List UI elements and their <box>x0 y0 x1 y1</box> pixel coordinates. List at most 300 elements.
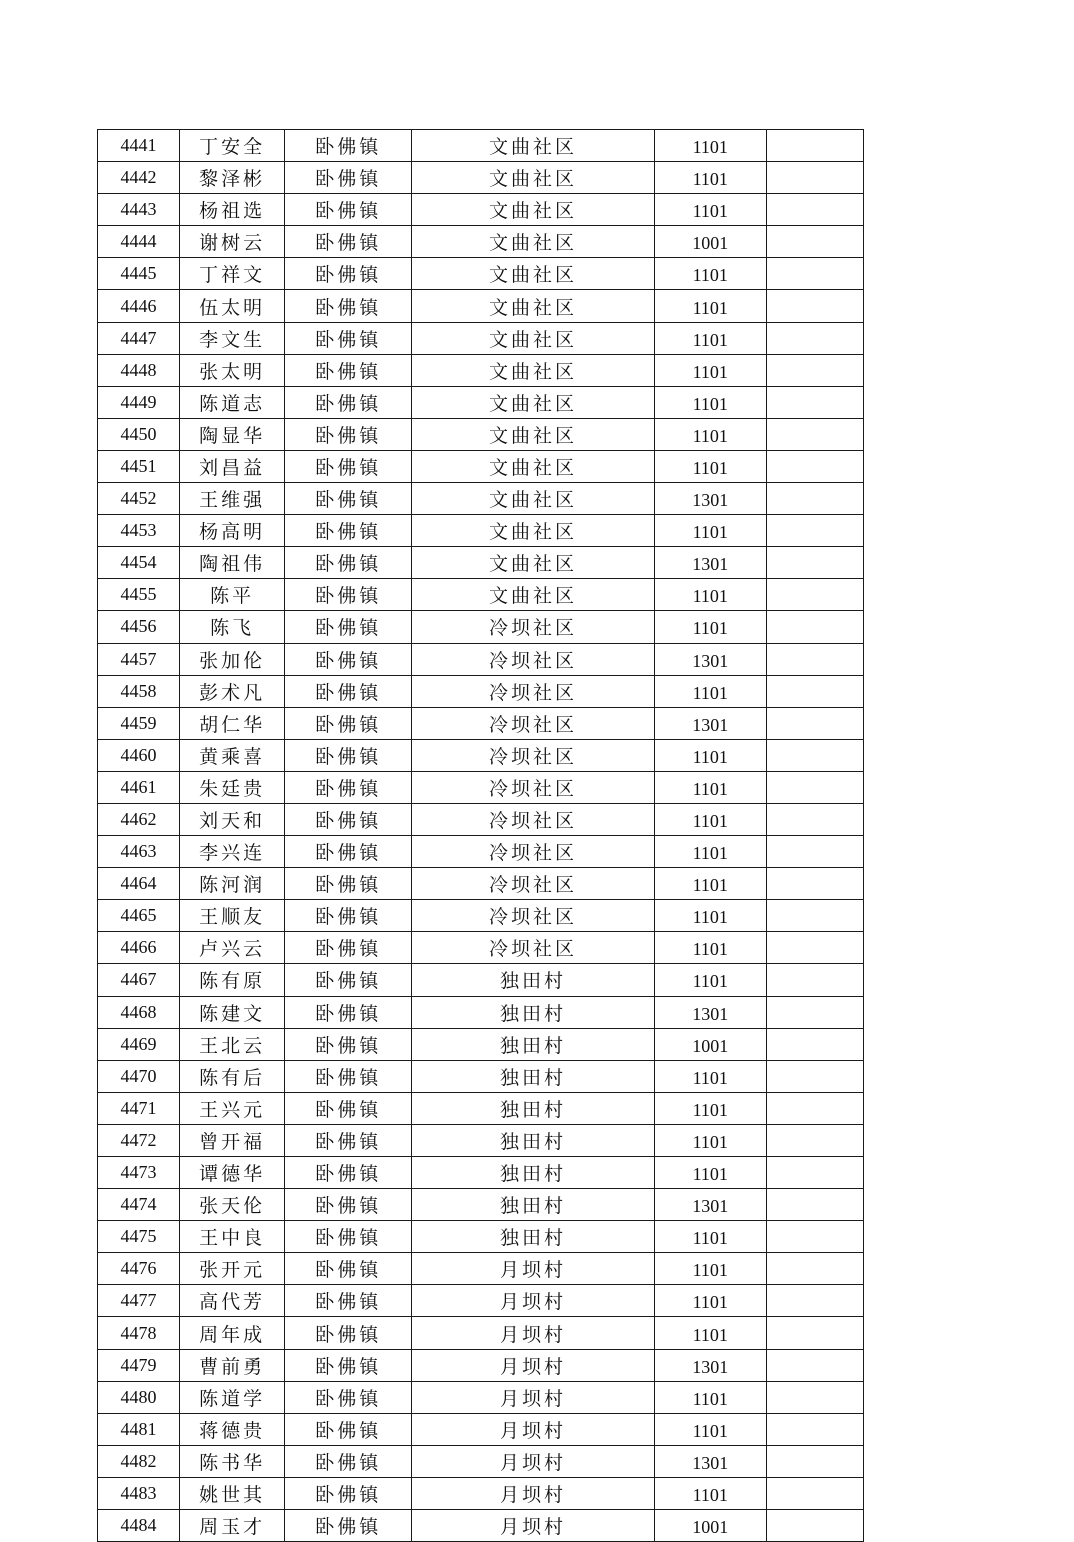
town-cell: 卧佛镇 <box>285 450 412 482</box>
town-cell: 卧佛镇 <box>285 1477 412 1509</box>
row-number-cell: 4455 <box>98 579 180 611</box>
town-cell: 卧佛镇 <box>285 515 412 547</box>
person-name-cell: 朱廷贵 <box>180 771 285 803</box>
remark-cell <box>766 1028 863 1060</box>
table-row <box>98 547 864 579</box>
row-number-cell: 4472 <box>98 1124 180 1156</box>
row-number-cell: 4476 <box>98 1253 180 1285</box>
person-name-cell: 蒋德贵 <box>180 1413 285 1445</box>
town-cell: 卧佛镇 <box>285 1317 412 1349</box>
village-cell: 文曲社区 <box>412 483 654 515</box>
town-cell: 卧佛镇 <box>285 1221 412 1253</box>
code-cell: 1301 <box>654 483 766 515</box>
town-cell: 卧佛镇 <box>285 675 412 707</box>
roster-table-body <box>98 130 864 1542</box>
remark-cell <box>766 1413 863 1445</box>
person-name-cell: 陈飞 <box>180 611 285 643</box>
remark-cell <box>766 771 863 803</box>
table-row <box>98 226 864 258</box>
person-name-cell: 卢兴云 <box>180 932 285 964</box>
village-cell: 独田村 <box>412 1189 654 1221</box>
person-name-cell: 杨高明 <box>180 515 285 547</box>
person-name-cell: 张太明 <box>180 354 285 386</box>
table-row <box>98 1285 864 1317</box>
village-cell: 月坝村 <box>412 1285 654 1317</box>
code-cell: 1101 <box>654 354 766 386</box>
town-cell: 卧佛镇 <box>285 194 412 226</box>
person-name-cell: 陈书华 <box>180 1445 285 1477</box>
remark-cell <box>766 1285 863 1317</box>
remark-cell <box>766 290 863 322</box>
table-row <box>98 483 864 515</box>
town-cell: 卧佛镇 <box>285 803 412 835</box>
table-row <box>98 130 864 162</box>
row-number-cell: 4461 <box>98 771 180 803</box>
person-name-cell: 丁安全 <box>180 130 285 162</box>
village-cell: 文曲社区 <box>412 450 654 482</box>
row-number-cell: 4483 <box>98 1477 180 1509</box>
village-cell: 独田村 <box>412 996 654 1028</box>
row-number-cell: 4444 <box>98 226 180 258</box>
table-row <box>98 996 864 1028</box>
row-number-cell: 4474 <box>98 1189 180 1221</box>
village-cell: 月坝村 <box>412 1510 654 1542</box>
town-cell: 卧佛镇 <box>285 643 412 675</box>
person-name-cell: 王北云 <box>180 1028 285 1060</box>
town-cell: 卧佛镇 <box>285 739 412 771</box>
person-name-cell: 李兴连 <box>180 836 285 868</box>
code-cell: 1101 <box>654 868 766 900</box>
village-cell: 文曲社区 <box>412 162 654 194</box>
roster-table <box>97 129 864 1542</box>
person-name-cell: 陶祖伟 <box>180 547 285 579</box>
remark-cell <box>766 1157 863 1189</box>
row-number-cell: 4451 <box>98 450 180 482</box>
remark-cell <box>766 707 863 739</box>
code-cell: 1101 <box>654 130 766 162</box>
code-cell: 1101 <box>654 1477 766 1509</box>
table-row <box>98 1510 864 1542</box>
person-name-cell: 丁祥文 <box>180 258 285 290</box>
code-cell: 1101 <box>654 932 766 964</box>
remark-cell <box>766 836 863 868</box>
code-cell: 1101 <box>654 162 766 194</box>
town-cell: 卧佛镇 <box>285 547 412 579</box>
code-cell: 1101 <box>654 611 766 643</box>
table-row <box>98 643 864 675</box>
row-number-cell: 4484 <box>98 1510 180 1542</box>
code-cell: 1301 <box>654 707 766 739</box>
person-name-cell: 刘昌益 <box>180 450 285 482</box>
remark-cell <box>766 130 863 162</box>
remark-cell <box>766 1060 863 1092</box>
code-cell: 1001 <box>654 1028 766 1060</box>
table-row <box>98 1124 864 1156</box>
row-number-cell: 4482 <box>98 1445 180 1477</box>
code-cell: 1101 <box>654 836 766 868</box>
village-cell: 独田村 <box>412 1092 654 1124</box>
town-cell: 卧佛镇 <box>285 836 412 868</box>
code-cell: 1101 <box>654 964 766 996</box>
remark-cell <box>766 900 863 932</box>
village-cell: 冷坝社区 <box>412 771 654 803</box>
code-cell: 1101 <box>654 1253 766 1285</box>
remark-cell <box>766 354 863 386</box>
row-number-cell: 4452 <box>98 483 180 515</box>
remark-cell <box>766 1189 863 1221</box>
row-number-cell: 4468 <box>98 996 180 1028</box>
village-cell: 冷坝社区 <box>412 803 654 835</box>
person-name-cell: 陈道学 <box>180 1381 285 1413</box>
table-row <box>98 1445 864 1477</box>
remark-cell <box>766 450 863 482</box>
person-name-cell: 王维强 <box>180 483 285 515</box>
table-row <box>98 354 864 386</box>
code-cell: 1101 <box>654 194 766 226</box>
row-number-cell: 4447 <box>98 322 180 354</box>
code-cell: 1101 <box>654 803 766 835</box>
remark-cell <box>766 611 863 643</box>
row-number-cell: 4449 <box>98 386 180 418</box>
town-cell: 卧佛镇 <box>285 1510 412 1542</box>
table-row <box>98 386 864 418</box>
remark-cell <box>766 194 863 226</box>
person-name-cell: 谭德华 <box>180 1157 285 1189</box>
village-cell: 文曲社区 <box>412 579 654 611</box>
code-cell: 1101 <box>654 1060 766 1092</box>
town-cell: 卧佛镇 <box>285 1349 412 1381</box>
table-row <box>98 162 864 194</box>
town-cell: 卧佛镇 <box>285 611 412 643</box>
code-cell: 1301 <box>654 643 766 675</box>
village-cell: 文曲社区 <box>412 258 654 290</box>
village-cell: 月坝村 <box>412 1253 654 1285</box>
person-name-cell: 王顺友 <box>180 900 285 932</box>
code-cell: 1101 <box>654 322 766 354</box>
remark-cell <box>766 1253 863 1285</box>
code-cell: 1101 <box>654 290 766 322</box>
code-cell: 1101 <box>654 386 766 418</box>
village-cell: 独田村 <box>412 1124 654 1156</box>
village-cell: 独田村 <box>412 1157 654 1189</box>
person-name-cell: 刘天和 <box>180 803 285 835</box>
row-number-cell: 4465 <box>98 900 180 932</box>
town-cell: 卧佛镇 <box>285 1445 412 1477</box>
person-name-cell: 王中良 <box>180 1221 285 1253</box>
village-cell: 冷坝社区 <box>412 900 654 932</box>
row-number-cell: 4441 <box>98 130 180 162</box>
table-row <box>98 1028 864 1060</box>
remark-cell <box>766 1445 863 1477</box>
town-cell: 卧佛镇 <box>285 290 412 322</box>
remark-cell <box>766 868 863 900</box>
table-row <box>98 1092 864 1124</box>
town-cell: 卧佛镇 <box>285 418 412 450</box>
town-cell: 卧佛镇 <box>285 771 412 803</box>
person-name-cell: 谢树云 <box>180 226 285 258</box>
remark-cell <box>766 675 863 707</box>
remark-cell <box>766 1092 863 1124</box>
table-row <box>98 964 864 996</box>
row-number-cell: 4443 <box>98 194 180 226</box>
remark-cell <box>766 1510 863 1542</box>
row-number-cell: 4457 <box>98 643 180 675</box>
row-number-cell: 4442 <box>98 162 180 194</box>
village-cell: 冷坝社区 <box>412 611 654 643</box>
town-cell: 卧佛镇 <box>285 1157 412 1189</box>
town-cell: 卧佛镇 <box>285 1189 412 1221</box>
remark-cell <box>766 515 863 547</box>
row-number-cell: 4458 <box>98 675 180 707</box>
remark-cell <box>766 579 863 611</box>
town-cell: 卧佛镇 <box>285 1028 412 1060</box>
code-cell: 1101 <box>654 1124 766 1156</box>
remark-cell <box>766 162 863 194</box>
person-name-cell: 张天伦 <box>180 1189 285 1221</box>
table-row <box>98 1413 864 1445</box>
town-cell: 卧佛镇 <box>285 1060 412 1092</box>
person-name-cell: 王兴元 <box>180 1092 285 1124</box>
village-cell: 冷坝社区 <box>412 643 654 675</box>
person-name-cell: 陈道志 <box>180 386 285 418</box>
code-cell: 1301 <box>654 1349 766 1381</box>
town-cell: 卧佛镇 <box>285 932 412 964</box>
row-number-cell: 4459 <box>98 707 180 739</box>
code-cell: 1101 <box>654 1413 766 1445</box>
town-cell: 卧佛镇 <box>285 707 412 739</box>
table-row <box>98 1381 864 1413</box>
table-row <box>98 611 864 643</box>
code-cell: 1101 <box>654 1317 766 1349</box>
village-cell: 月坝村 <box>412 1349 654 1381</box>
village-cell: 文曲社区 <box>412 130 654 162</box>
town-cell: 卧佛镇 <box>285 226 412 258</box>
table-row <box>98 579 864 611</box>
code-cell: 1301 <box>654 996 766 1028</box>
town-cell: 卧佛镇 <box>285 386 412 418</box>
village-cell: 月坝村 <box>412 1413 654 1445</box>
code-cell: 1101 <box>654 1381 766 1413</box>
table-row <box>98 1477 864 1509</box>
code-cell: 1301 <box>654 547 766 579</box>
village-cell: 独田村 <box>412 1221 654 1253</box>
town-cell: 卧佛镇 <box>285 322 412 354</box>
town-cell: 卧佛镇 <box>285 483 412 515</box>
person-name-cell: 杨祖选 <box>180 194 285 226</box>
person-name-cell: 高代芳 <box>180 1285 285 1317</box>
row-number-cell: 4453 <box>98 515 180 547</box>
village-cell: 月坝村 <box>412 1477 654 1509</box>
code-cell: 1101 <box>654 515 766 547</box>
table-row <box>98 739 864 771</box>
village-cell: 冷坝社区 <box>412 739 654 771</box>
person-name-cell: 陈建文 <box>180 996 285 1028</box>
remark-cell <box>766 1221 863 1253</box>
code-cell: 1301 <box>654 1189 766 1221</box>
table-row <box>98 836 864 868</box>
code-cell: 1101 <box>654 579 766 611</box>
town-cell: 卧佛镇 <box>285 162 412 194</box>
person-name-cell: 曹前勇 <box>180 1349 285 1381</box>
village-cell: 月坝村 <box>412 1317 654 1349</box>
row-number-cell: 4450 <box>98 418 180 450</box>
person-name-cell: 胡仁华 <box>180 707 285 739</box>
table-row <box>98 900 864 932</box>
person-name-cell: 李文生 <box>180 322 285 354</box>
table-row <box>98 1253 864 1285</box>
person-name-cell: 陶显华 <box>180 418 285 450</box>
town-cell: 卧佛镇 <box>285 579 412 611</box>
remark-cell <box>766 1349 863 1381</box>
person-name-cell: 伍太明 <box>180 290 285 322</box>
person-name-cell: 彭术凡 <box>180 675 285 707</box>
code-cell: 1101 <box>654 1092 766 1124</box>
row-number-cell: 4460 <box>98 739 180 771</box>
remark-cell <box>766 964 863 996</box>
code-cell: 1101 <box>654 418 766 450</box>
code-cell: 1101 <box>654 675 766 707</box>
table-row <box>98 707 864 739</box>
village-cell: 文曲社区 <box>412 194 654 226</box>
village-cell: 文曲社区 <box>412 322 654 354</box>
town-cell: 卧佛镇 <box>285 1092 412 1124</box>
row-number-cell: 4469 <box>98 1028 180 1060</box>
code-cell: 1001 <box>654 1510 766 1542</box>
village-cell: 冷坝社区 <box>412 932 654 964</box>
village-cell: 独田村 <box>412 1060 654 1092</box>
town-cell: 卧佛镇 <box>285 1285 412 1317</box>
code-cell: 1001 <box>654 226 766 258</box>
code-cell: 1101 <box>654 1157 766 1189</box>
remark-cell <box>766 322 863 354</box>
row-number-cell: 4471 <box>98 1092 180 1124</box>
row-number-cell: 4446 <box>98 290 180 322</box>
village-cell: 冷坝社区 <box>412 868 654 900</box>
remark-cell <box>766 418 863 450</box>
town-cell: 卧佛镇 <box>285 964 412 996</box>
row-number-cell: 4456 <box>98 611 180 643</box>
town-cell: 卧佛镇 <box>285 900 412 932</box>
remark-cell <box>766 1477 863 1509</box>
town-cell: 卧佛镇 <box>285 1413 412 1445</box>
village-cell: 冷坝社区 <box>412 836 654 868</box>
remark-cell <box>766 1317 863 1349</box>
village-cell: 文曲社区 <box>412 515 654 547</box>
row-number-cell: 4462 <box>98 803 180 835</box>
town-cell: 卧佛镇 <box>285 868 412 900</box>
table-row <box>98 194 864 226</box>
table-row <box>98 515 864 547</box>
village-cell: 文曲社区 <box>412 418 654 450</box>
person-name-cell: 陈河润 <box>180 868 285 900</box>
remark-cell <box>766 803 863 835</box>
row-number-cell: 4475 <box>98 1221 180 1253</box>
person-name-cell: 陈有原 <box>180 964 285 996</box>
table-row <box>98 1349 864 1381</box>
person-name-cell: 陈平 <box>180 579 285 611</box>
remark-cell <box>766 258 863 290</box>
table-row <box>98 1060 864 1092</box>
remark-cell <box>766 226 863 258</box>
village-cell: 文曲社区 <box>412 354 654 386</box>
row-number-cell: 4479 <box>98 1349 180 1381</box>
remark-cell <box>766 739 863 771</box>
code-cell: 1101 <box>654 1221 766 1253</box>
village-cell: 冷坝社区 <box>412 707 654 739</box>
village-cell: 月坝村 <box>412 1381 654 1413</box>
table-row <box>98 450 864 482</box>
code-cell: 1101 <box>654 1285 766 1317</box>
table-row <box>98 771 864 803</box>
town-cell: 卧佛镇 <box>285 130 412 162</box>
person-name-cell: 姚世其 <box>180 1477 285 1509</box>
town-cell: 卧佛镇 <box>285 1253 412 1285</box>
code-cell: 1101 <box>654 450 766 482</box>
village-cell: 文曲社区 <box>412 226 654 258</box>
row-number-cell: 4454 <box>98 547 180 579</box>
code-cell: 1101 <box>654 900 766 932</box>
village-cell: 文曲社区 <box>412 290 654 322</box>
town-cell: 卧佛镇 <box>285 258 412 290</box>
table-row <box>98 1157 864 1189</box>
row-number-cell: 4477 <box>98 1285 180 1317</box>
village-cell: 月坝村 <box>412 1445 654 1477</box>
table-row <box>98 258 864 290</box>
remark-cell <box>766 932 863 964</box>
row-number-cell: 4467 <box>98 964 180 996</box>
table-row <box>98 1317 864 1349</box>
remark-cell <box>766 1124 863 1156</box>
person-name-cell: 张加伦 <box>180 643 285 675</box>
person-name-cell: 陈有后 <box>180 1060 285 1092</box>
table-row <box>98 1189 864 1221</box>
table-row <box>98 418 864 450</box>
person-name-cell: 周年成 <box>180 1317 285 1349</box>
town-cell: 卧佛镇 <box>285 1381 412 1413</box>
row-number-cell: 4463 <box>98 836 180 868</box>
row-number-cell: 4478 <box>98 1317 180 1349</box>
table-row <box>98 803 864 835</box>
row-number-cell: 4466 <box>98 932 180 964</box>
row-number-cell: 4481 <box>98 1413 180 1445</box>
person-name-cell: 黎泽彬 <box>180 162 285 194</box>
person-name-cell: 张开元 <box>180 1253 285 1285</box>
code-cell: 1301 <box>654 1445 766 1477</box>
code-cell: 1101 <box>654 771 766 803</box>
remark-cell <box>766 643 863 675</box>
table-row <box>98 932 864 964</box>
row-number-cell: 4445 <box>98 258 180 290</box>
town-cell: 卧佛镇 <box>285 1124 412 1156</box>
village-cell: 文曲社区 <box>412 386 654 418</box>
remark-cell <box>766 996 863 1028</box>
row-number-cell: 4464 <box>98 868 180 900</box>
code-cell: 1101 <box>654 739 766 771</box>
row-number-cell: 4480 <box>98 1381 180 1413</box>
table-row <box>98 290 864 322</box>
row-number-cell: 4470 <box>98 1060 180 1092</box>
table-row <box>98 1221 864 1253</box>
table-row <box>98 322 864 354</box>
code-cell: 1101 <box>654 258 766 290</box>
row-number-cell: 4473 <box>98 1157 180 1189</box>
remark-cell <box>766 483 863 515</box>
table-row <box>98 868 864 900</box>
town-cell: 卧佛镇 <box>285 354 412 386</box>
village-cell: 独田村 <box>412 964 654 996</box>
person-name-cell: 黄乘喜 <box>180 739 285 771</box>
row-number-cell: 4448 <box>98 354 180 386</box>
